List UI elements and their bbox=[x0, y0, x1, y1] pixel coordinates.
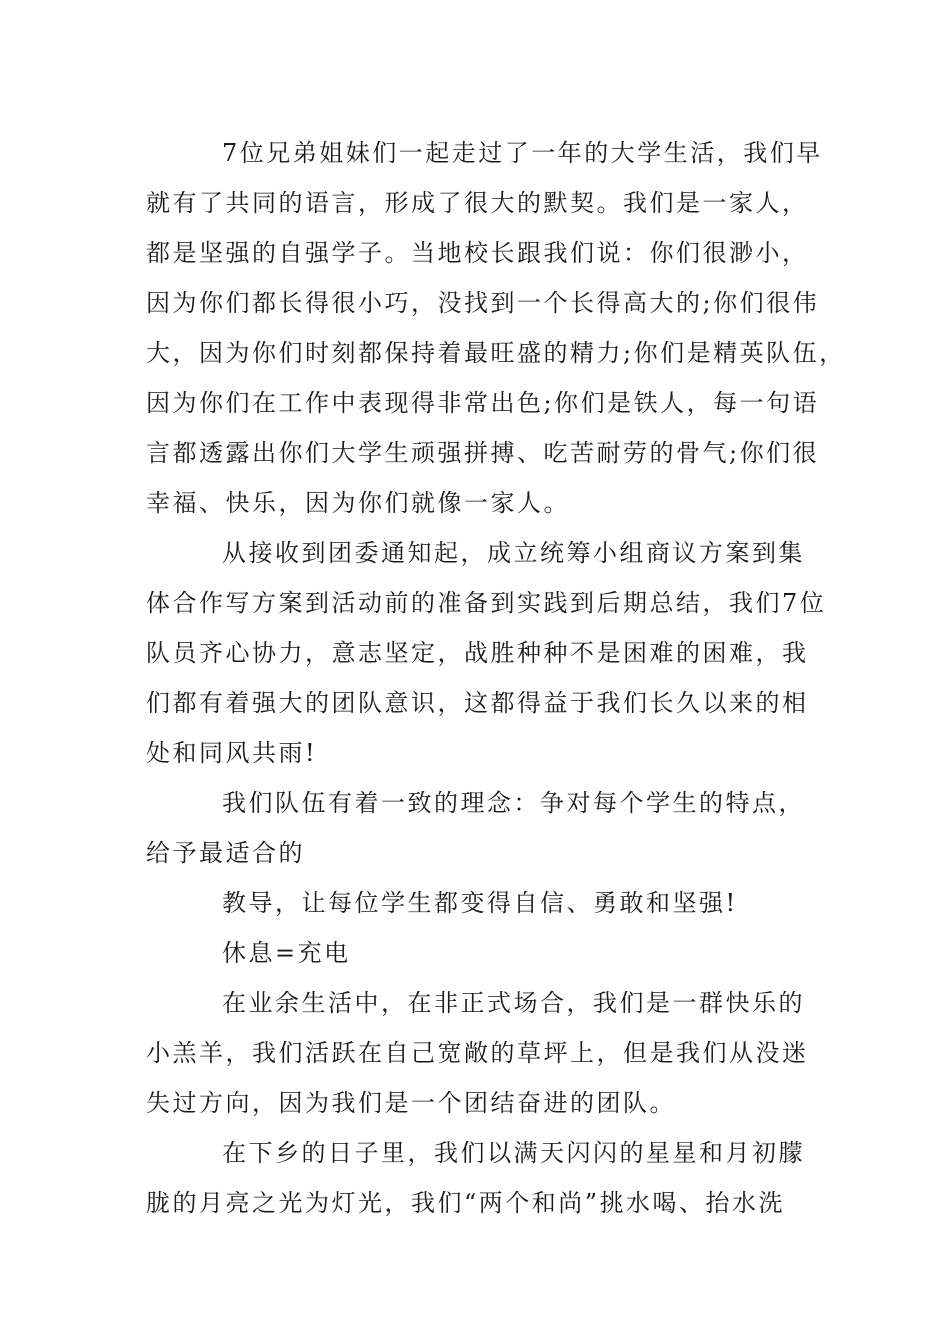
paragraph-5-line-3: 失过方向，因为我们是一个团结奋进的团队。 bbox=[146, 1089, 676, 1117]
paragraph-1-line-3: 都是坚强的自强学子。当地校长跟我们说：你们很渺小， bbox=[146, 239, 809, 267]
paragraph-1-line-8: 幸福、快乐，因为你们就像一家人。 bbox=[146, 489, 570, 517]
paragraph-3-line-2: 给予最适合的 bbox=[146, 839, 305, 867]
paragraph-2-line-2: 体合作写方案到活动前的准备到实践到后期总结，我们7位 bbox=[146, 589, 827, 617]
paragraph-5-line-2: 小羔羊，我们活跃在自己宽敞的草坪上，但是我们从没迷 bbox=[146, 1039, 809, 1067]
paragraph-6-line-1: 在下乡的日子里，我们以满天闪闪的星星和月初朦 bbox=[222, 1139, 805, 1167]
paragraph-1-line-1: 7位兄弟姐妹们一起走过了一年的大学生活，我们早 bbox=[222, 139, 823, 167]
paragraph-2-line-3: 队员齐心协力，意志坚定，战胜种种不是困难的困难，我 bbox=[146, 639, 809, 667]
paragraph-6-line-2: 胧的月亮之光为灯光，我们“两个和尚”挑水喝、抬水洗 bbox=[146, 1189, 786, 1217]
paragraph-1-line-4: 因为你们都长得很小巧，没找到一个长得高大的;你们很伟 bbox=[146, 289, 820, 317]
paragraph-4-line-1: 教导，让每位学生都变得自信、勇敢和坚强! bbox=[222, 889, 738, 917]
paragraph-2-line-5: 处和同风共雨! bbox=[146, 739, 318, 767]
paragraph-5-line-1: 在业余生活中，在非正式场合，我们是一群快乐的 bbox=[222, 989, 805, 1017]
paragraph-1-line-7: 言都透露出你们大学生顽强拼搏、吃苦耐劳的骨气;你们很 bbox=[146, 439, 820, 467]
paragraph-2-line-1: 从接收到团委通知起，成立统筹小组商议方案到集 bbox=[222, 539, 805, 567]
paragraph-1-line-5: 大，因为你们时刻都保持着最旺盛的精力;你们是精英队伍， bbox=[146, 339, 846, 367]
paragraph-1-line-2: 就有了共同的语言，形成了很大的默契。我们是一家人， bbox=[146, 189, 809, 217]
paragraph-1-line-6: 因为你们在工作中表现得非常出色;你们是铁人，每一句语 bbox=[146, 389, 820, 417]
section-heading: 休息=充电 bbox=[222, 939, 351, 967]
paragraph-3-line-1: 我们队伍有着一致的理念：争对每个学生的特点， bbox=[222, 789, 805, 817]
paragraph-2-line-4: 们都有着强大的团队意识，这都得益于我们长久以来的相 bbox=[146, 689, 809, 717]
